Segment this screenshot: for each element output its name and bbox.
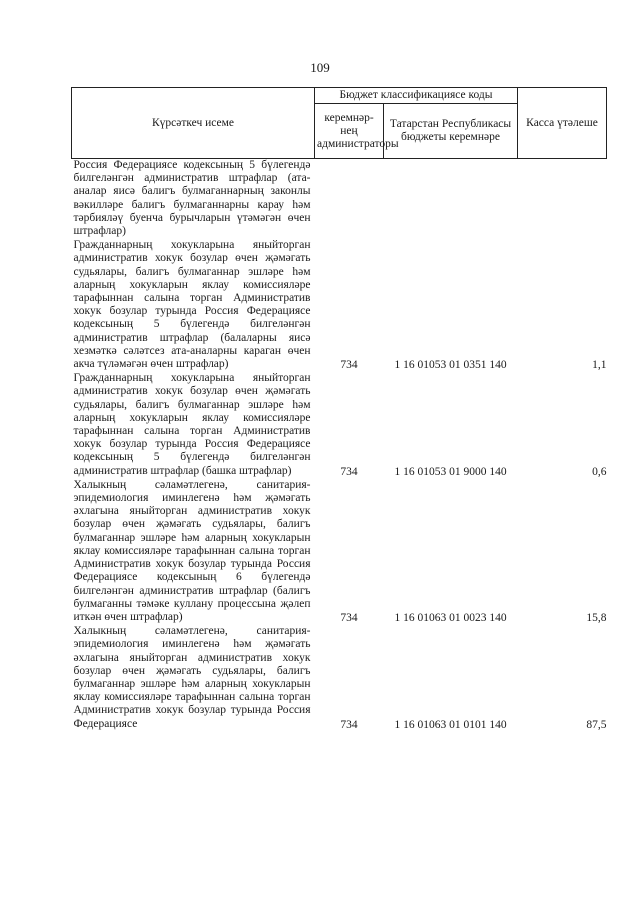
row-amount: 1,1 <box>592 359 607 372</box>
header-cash-execution: Касса үтәлеше <box>518 88 607 159</box>
row-revenue-code: 1 16 01053 01 9000 140 <box>394 465 507 478</box>
row-admin-code <box>315 159 384 240</box>
row-name: Халыкның сәламәтлегенә, санитария-эпидемиология иминлегенә һәм җәмәгать әхлагына яныйторган административ хокук бозулар өчен җәмәгать судьялары, балигъ булмаганнар эшләре һәм аларның хокукларын яклау комиссияләре тарафыннан салына торган Административ хокук бозулар турында Россия Федерациясе кодексының 6 бүлегендә билгеләнгән административ штрафлар (балигъ булмаганны тәмәке куллану процессына җәлеп иткән өчен штрафлар) <box>73 478 311 623</box>
row-amount: 15,8 <box>586 611 607 624</box>
row-amount: 87,5 <box>586 718 607 731</box>
table-row <box>72 479 607 625</box>
page-number: 109 <box>310 60 330 75</box>
table-row <box>72 625 607 732</box>
row-amount <box>518 159 607 240</box>
row-revenue-code: 1 16 01053 01 0351 140 <box>394 359 507 372</box>
header-budget-classification: Бюджет классификациясе коды <box>315 88 518 104</box>
table-row <box>72 239 607 372</box>
row-name: Халыкның сәламәтлегенә, санитария-эпидемиология иминлегенә һәм җәмәгать әхлагына яныйторган административ хокук бозулар өчен җәмәгать судьялары, балигъ булмаганнар эшләре һәм аларның хокукларын яклау комиссияләре тарафыннан салына торган Административ хокук бозулар турында Россия Федерациясе <box>73 625 311 730</box>
row-revenue-code: 1 16 01063 01 0101 140 <box>394 718 507 731</box>
table-body <box>72 159 607 732</box>
row-admin-code: 734 <box>340 465 358 478</box>
row-revenue-code: 1 16 01063 01 0023 140 <box>394 611 507 624</box>
row-name: Россия Федерациясе кодексының 5 бүлегендә билгеләнгән административ штрафлар (ата-аналар яисә балигъ булмаганнарның законлы вәкилләре балигъ булмаганнарны карау һәм тәрбияләү буенча бурычларын үтәмәгән өчен штрафлар) <box>73 159 311 238</box>
row-name: Гражданнарның хокукларына яныйторган административ хокук бозулар өчен җәмәгать судьялары, балигъ булмаганнар эшләре һәм аларның хокукларын яклау комиссияләре тарафыннан салына торган Административ хокук бозулар турында Россия Федерациясе кодексының 5 бүлегендә билгеләнгән административ штрафлар (балаларны яисә хезмәткә сәләтсез ата-аналарны караган өчен акча түләмәгән өчен штрафлар) <box>73 239 311 371</box>
row-revenue-code <box>384 159 518 240</box>
row-name: Гражданнарның хокукларына яныйторган административ хокук бозулар өчен җәмәгать судьялары, балигъ булмаганнар эшләре һәм аларның хокукларын яклау комиссияләре тарафыннан салына торган Административ хокук бозулар турында Россия Федерациясе кодексының 5 бүлегендә билгеләнгән административ штрафлар (башка штрафлар) <box>73 372 311 477</box>
header-revenue-code: Татарстан Республикасы бюджеты керемнәре <box>384 104 518 159</box>
row-amount: 0,6 <box>592 465 607 478</box>
row-admin-code: 734 <box>340 611 358 624</box>
row-admin-code: 734 <box>340 359 358 372</box>
header-revenue-admin: керемнәр-нең администраторы <box>315 104 384 159</box>
table-row <box>72 159 607 240</box>
budget-table <box>71 87 607 732</box>
header-indicator-name: Күрсәткеч исеме <box>72 88 315 159</box>
table-row <box>72 372 607 479</box>
row-admin-code: 734 <box>340 718 358 731</box>
